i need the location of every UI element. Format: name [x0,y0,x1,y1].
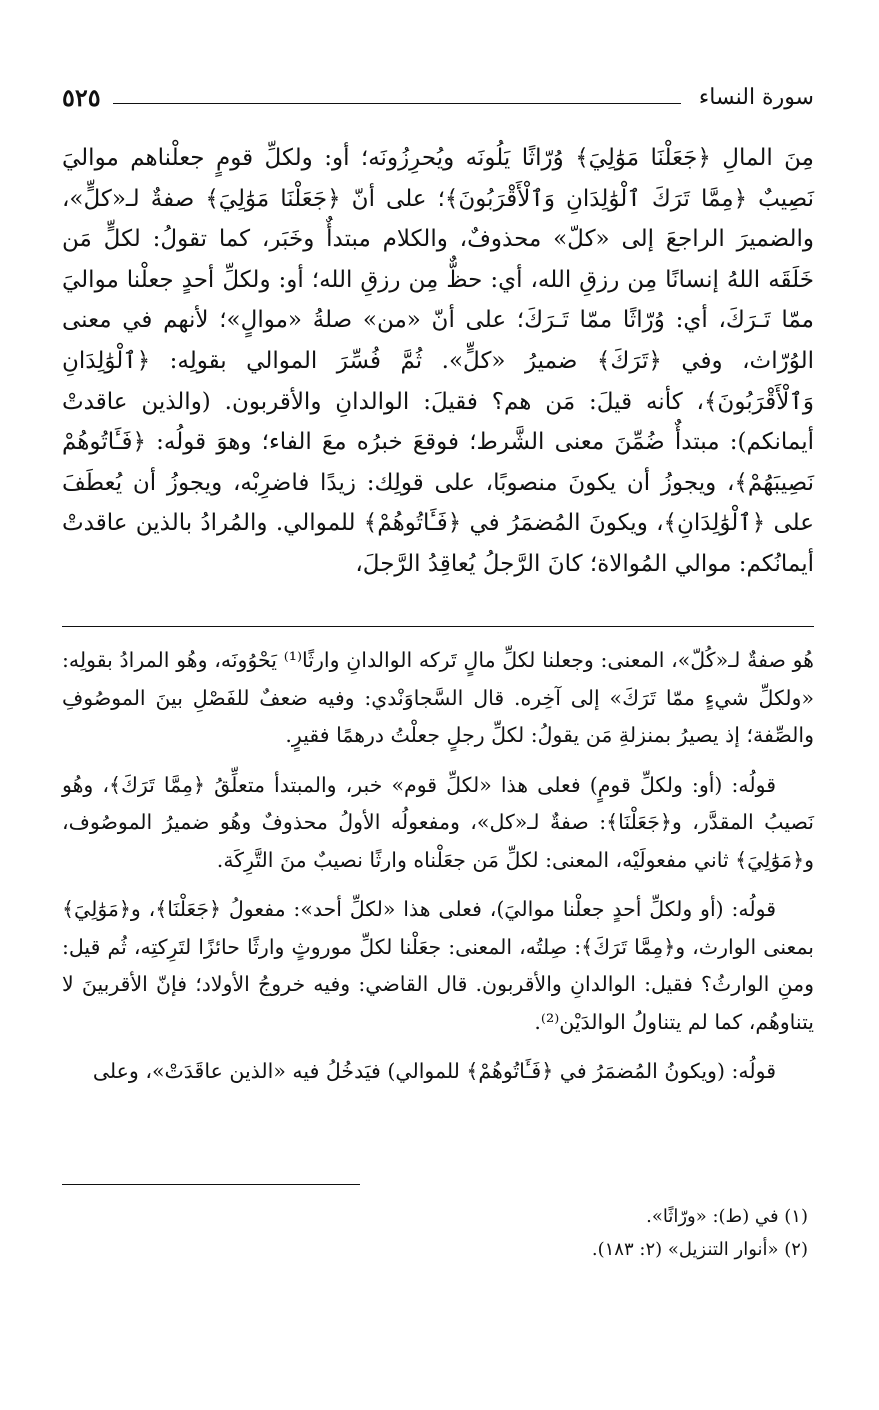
footnote-divider [62,1184,360,1185]
footnotes-block [62,1200,814,1266]
main-paragraph: مِنَ المالِ ﴿جَعَلْنَا مَوَٰلِيَ﴾ وُرّاثًا يَلُونَه ويُحرِزُونَه؛ أو: ولكلِّ قومٍ جعلْناهم مواليَ نَصِيبٌ ﴿مِمَّا تَرَكَ ٱلْوَٰلِدَانِ وَٱلْأَقْرَبُونَ﴾؛ على أنّ ﴿جَعَلْنَا مَوَٰلِيَ﴾ صفةٌ لـ«كلٍّ»، والضميرَ الراجعَ إلى «كلّ» محذوفٌ، والكلام مبتدأٌ وخَبَر، كما تقولُ: لكلٍّ مَن خَلَقَه اللهُ إنسانًا مِن رزقِ الله، أي: حظٌّ مِن رزقِ الله؛ أو: ولكلِّ أحدٍ جعلْنا مواليَ ممّا تَـرَكَ، أي: وُرّاثًا ممّا تَـرَكَ؛ على أنّ «من» صلةُ «موالٍ»؛ لأنهم في معنى الوُرّاث، وفي ﴿تَرَكَ﴾ ضميرُ «كلٍّ». ثُمَّ فُسِّرَ الموالي بقولِه: ﴿ٱلْوَٰلِدَانِ وَٱلْأَقْرَبُونَ﴾، كأنه قيلَ: مَن هم؟ فقيلَ: الوالدانِ والأقربون. (والذين عاقدتْ أيمانكم): مبتدأٌ ضُمِّنَ معنى الشَّرط؛ فوقعَ خبرُه معَ الفاء؛ وهوَ قولُه: ﴿فَـَٔاتُوهُمْ نَصِيبَهُمْ﴾، ويجوزُ أن يكونَ منصوبًا، على قولِك: زيدًا فاضرِبْه، ويجوزُ أن يُعطَفَ على ﴿ٱلْوَٰلِدَانِ﴾، ويكونَ المُضمَرُ في ﴿فَـَٔاتُوهُمْ﴾ للموالي. والمُرادُ بالذين عاقدتْ أيمانُكم: موالي المُوالاة؛ كانَ الرَّجلُ يُعاقِدُ الرَّجلَ، [62,145,814,577]
main-text-block [62,138,814,585]
commentary-paragraph: قولُه: (أو: ولكلِّ قومٍ) فعلى هذا «لكلِّ قوم» خبر، والمبتدأ متعلِّقُ ﴿مِمَّا تَرَكَ﴾، وهُو نَصيبُ المقدَّر، و﴿جَعَلْنَا﴾: صفةٌ لـ«كل»، ومفعولُه الأولُ محذوفٌ وهُو ضميرُ الموصُوف، و﴿مَوَٰلِيَ﴾ ثاني مفعولَيْه، المعنى: لكلِّ مَن جعَلْناه وارثًا نصيبٌ منَ التَّرِكَة. [62,772,814,872]
running-header [62,80,814,114]
commentary-paragraph: قولُه: (أو ولكلِّ أحدٍ جعلْنا مواليَ)، فعلى هذا «لكلِّ أحد»: مفعولُ ﴿جَعَلْنَا﴾، و﴿مَوَٰلِيَ﴾ بمعنى الوارث، و﴿مِمَّا تَرَكَ﴾: صِلتُه، المعنى: جعَلْنا لكلِّ موروثٍ وارثًا حائزًا لتَرِكتِه، ثُم قيل: ومنِ الوارثُ؟ فقيل: الوالدانِ والأقربون. قال القاضي: وفيه خروجُ الأولاد؛ فإنّ الأقربينَ لا يتناوهُم، كما لم يتناولُ الوالدَيْن⁽²⁾. [62,897,814,1034]
footnote: (١) في (ط): «ورّاثًا». [646,1206,808,1227]
commentary-paragraph: قولُه: (ويكونُ المُضمَرُ في ﴿فَـَٔاتُوهُمْ﴾ للموالي) فيَدخُلُ فيه «الذين عاقَدَتْ»، وعلى [92,1059,776,1083]
footnote: (٢) «أنوار التنزيل» (٢: ١٨٣). [591,1239,808,1260]
page-number: ٥٢٥ [62,82,101,112]
header-rule [113,103,681,104]
book-page [62,70,814,1370]
commentary-block [62,642,814,1103]
surah-title: سورة النساء [698,84,814,110]
commentary-paragraph: هُو صفةٌ لـ«كُلّ»، المعنى: وجعلنا لكلِّ مالٍ تَركه الوالدانِ وارثًا⁽¹⁾ يَحْوُونَه، وهُو المرادُ بقولِه: «ولكلِّ شيءٍ ممّا تَرَكَ» إلى آخِره. قال السَّجاوَنْدي: وفيه ضعفٌ للفَصْلِ بينَ الموصُوفِ والصِّفة؛ إذ يصيرُ بمنزلةِ مَن يقولُ: لكلِّ رجلٍ جعلْتُ درهمًا فقيرٍ. [62,648,814,747]
section-divider [62,626,814,627]
